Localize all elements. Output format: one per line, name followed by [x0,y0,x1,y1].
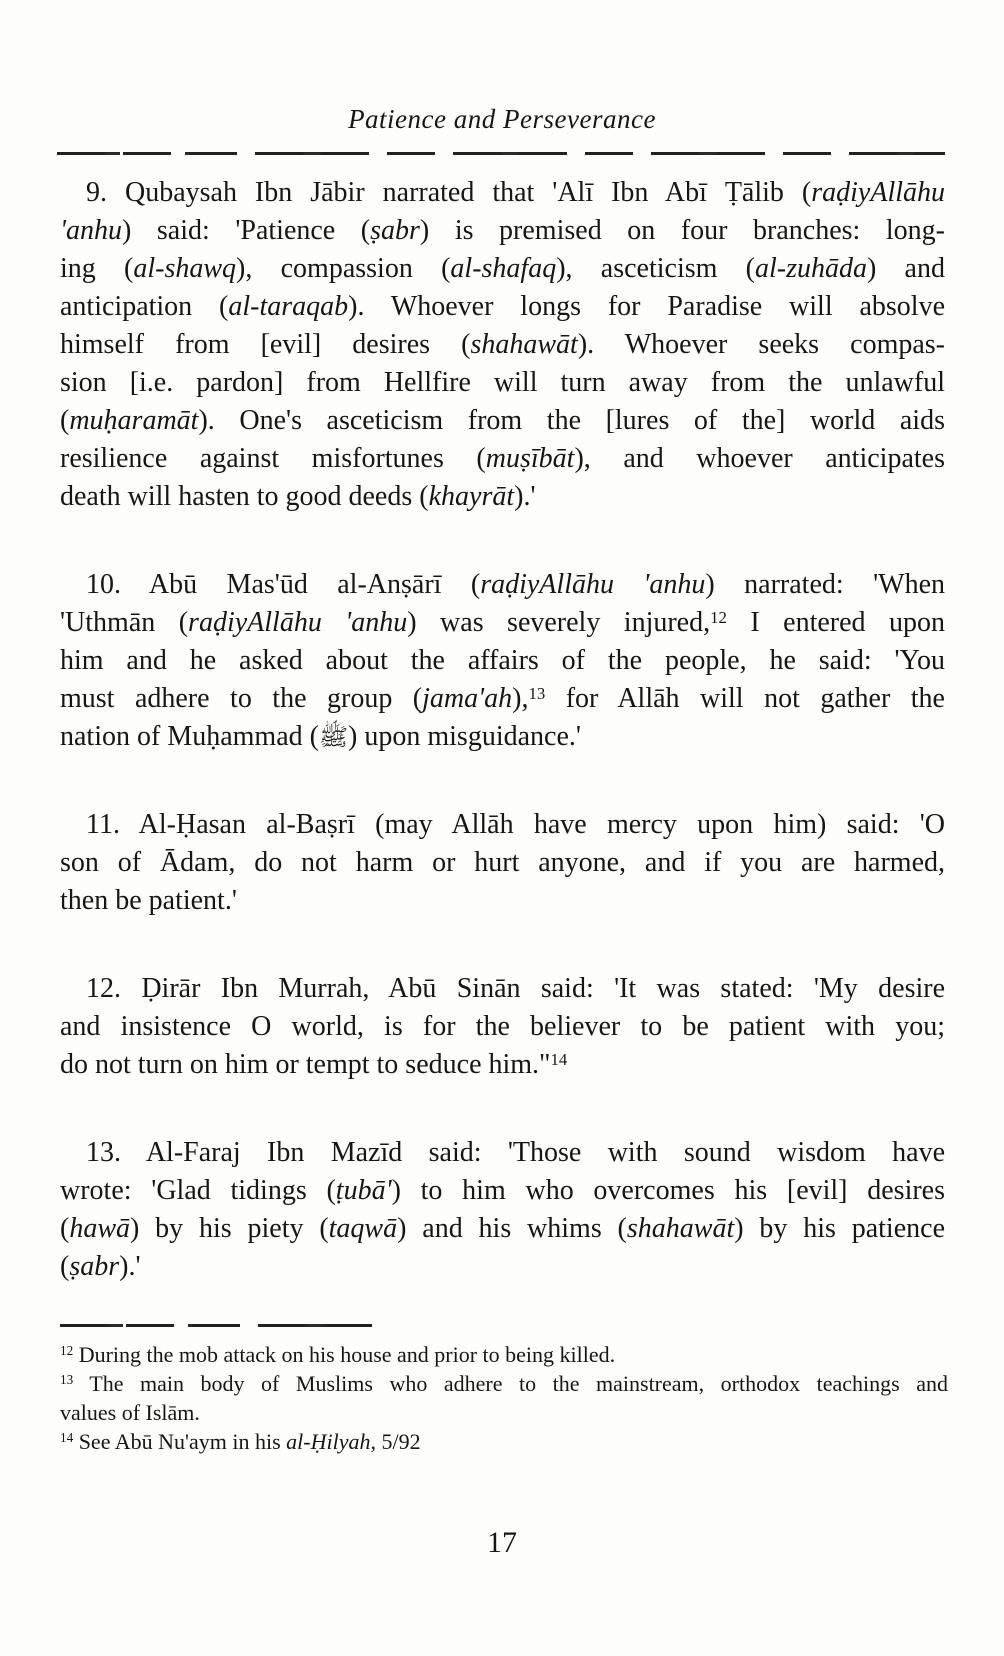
text-line [60,1398,948,1427]
text-segment: must adhere to the group ( [60,683,423,714]
text-segment: al-Ḥilyah [286,1429,371,1454]
text-segment: 9. Qubaysah Ibn Jābir narrated that 'Alī Ibn Abī Ṭālib ( [86,177,812,208]
text-segment: jama'ah [422,683,513,714]
text-line [60,970,945,1008]
text-line [60,604,945,642]
text-segment: ) is premised on four branches: long- [419,215,945,246]
paragraph-10 [60,566,945,756]
text-segment: ) and his whims ( [397,1213,627,1244]
paragraph-11 [60,806,945,920]
text-segment: shahawāt [470,329,578,360]
footnote-marker: 12 [710,607,727,627]
text-segment: nation of Muḥammad ( [60,721,319,752]
text-segment: 'Uthmān ( [60,607,189,638]
text-line [60,364,945,402]
text-segment: During the mob attack on his house and prior to being killed. [73,1342,616,1367]
text-segment: ) by his patience [734,1213,945,1244]
text-segment: ), asceticism ( [556,253,755,284]
text-segment: ) upon misguidance.' [348,721,581,752]
text-segment: ṣabr [69,1251,120,1282]
text-segment: al-shawq [133,253,237,284]
text-line [60,642,945,680]
footnote-13 [60,1369,948,1427]
text-segment: The main body of Muslims who adhere to the mainstream, orthodox teachings and [73,1371,948,1396]
text-segment: khayrāt [428,481,515,512]
text-segment: ). Whoever seeks compas- [577,329,946,360]
text-segment: 12. Ḍirār Ibn Murrah, Abū Sinān said: 'It was stated: 'My desire [86,973,945,1004]
text-segment: death will hasten to good deeds ( [60,481,429,512]
text-segment: ) was severely injured, [407,607,711,638]
sallallahu-alayhi-wa-sallam-symbol: ﷺ [318,723,349,751]
text-line [60,1210,945,1248]
text-segment: sion [i.e. pardon] from Hellfire will turn away from the unlawful [60,367,945,398]
text-segment: al-shafaq [450,253,557,284]
text-segment: and insistence O world, is for the believer to be patient with you; [60,1011,945,1042]
text-segment: 10. Abū Mas'ūd al-Anṣārī ( [86,569,481,600]
text-line [60,288,945,326]
page-number: 17 [487,1526,517,1559]
text-segment: I entered upon [726,607,945,638]
footnote-rule [60,1324,375,1327]
footnote-marker: 13 [60,1372,74,1388]
footnote-marker: 12 [60,1343,74,1359]
footnote-marker: 14 [60,1430,74,1446]
text-segment: See Abū Nu'aym in his [73,1429,287,1454]
text-segment: values of Islām. [60,1400,200,1425]
text-segment: ), and whoever anticipates [574,443,945,474]
text-segment: anticipation ( [60,291,229,322]
text-segment: raḍiyAllāhu 'anhu [480,569,706,600]
text-line [60,440,945,478]
text-segment: ( [60,1213,70,1244]
text-segment: ṣabr [370,215,420,246]
text-line [60,1340,948,1369]
text-segment: ( [60,405,70,436]
text-segment: ) by his piety ( [130,1213,329,1244]
text-segment: ṭubā' [335,1175,392,1206]
text-line [60,1008,945,1046]
text-segment: ing ( [60,253,134,284]
text-line [60,882,945,920]
text-segment: raḍiyAllāhu 'anhu [188,607,408,638]
text-segment: muṣībāt [485,443,575,474]
footnote-marker: 13 [528,683,546,703]
text-segment: wrote: 'Glad tidings ( [60,1175,336,1206]
text-segment: al-taraqab [228,291,349,322]
text-line [60,1046,945,1084]
text-segment: resilience against misfortunes ( [60,443,486,474]
text-segment: al-zuhāda [754,253,867,284]
text-segment: do not turn on him or tempt to seduce him." [60,1049,551,1080]
text-segment: 'anhu [60,215,122,246]
text-line [60,806,945,844]
text-segment: ) to him who overcomes his [evil] desires [391,1175,946,1206]
text-line [60,250,945,288]
text-line [60,212,945,250]
text-segment: for Allāh will not gather the [545,683,945,714]
text-line [60,566,945,604]
paragraph-13 [60,1134,945,1286]
text-segment: ) and [866,253,945,284]
header-rule [57,152,945,155]
text-segment: , 5/92 [370,1429,421,1454]
text-segment: ). One's asceticism from the [lures of the] world aids [198,405,945,436]
text-line [60,1172,945,1210]
text-line [60,1369,948,1398]
text-line [60,680,945,718]
paragraph-12 [60,970,945,1084]
text-segment: then be patient.' [60,885,237,916]
text-segment: ), compassion ( [236,253,451,284]
footnote-marker: 14 [550,1049,568,1069]
text-line [60,1248,945,1286]
text-segment: ), [512,683,529,714]
text-line [60,1134,945,1172]
running-header-title: Patience and Perseverance [348,104,656,134]
text-line [60,844,945,882]
text-segment: ( [60,1251,70,1282]
text-line [60,326,945,364]
text-segment: 11. Al-Ḥasan al-Baṣrī (may Allāh have mercy upon him) said: 'O [86,809,945,840]
text-segment: ) said: 'Patience ( [122,215,371,246]
text-segment: 13. Al-Faraj Ibn Mazīd said: 'Those with sound wisdom have [86,1137,945,1168]
text-line [60,1427,948,1456]
text-segment: ) narrated: 'When [705,569,945,600]
text-line [60,174,945,212]
text-line [60,478,945,516]
text-segment: son of Ādam, do not harm or hurt anyone, and if you are harmed, [60,847,945,878]
text-segment: him and he asked about the affairs of the people, he said: 'You [60,645,945,676]
text-segment: ).' [119,1251,141,1282]
text-segment: shahawāt [626,1213,735,1244]
text-line [60,718,945,756]
footnote-14 [60,1427,948,1456]
footnotes-section [60,1340,948,1456]
footnote-12 [60,1340,948,1369]
text-segment: raḍiyAllāhu [811,177,945,208]
text-segment: hawā [69,1213,131,1244]
text-segment: ). Whoever longs for Paradise will absolve [348,291,945,322]
body-text [60,174,945,1286]
text-segment: taqwā [328,1213,398,1244]
text-segment: muḥaramāt [69,405,199,436]
paragraph-9 [60,174,945,516]
text-segment: himself from [evil] desires ( [60,329,471,360]
text-line [60,402,945,440]
text-segment: ).' [514,481,536,512]
